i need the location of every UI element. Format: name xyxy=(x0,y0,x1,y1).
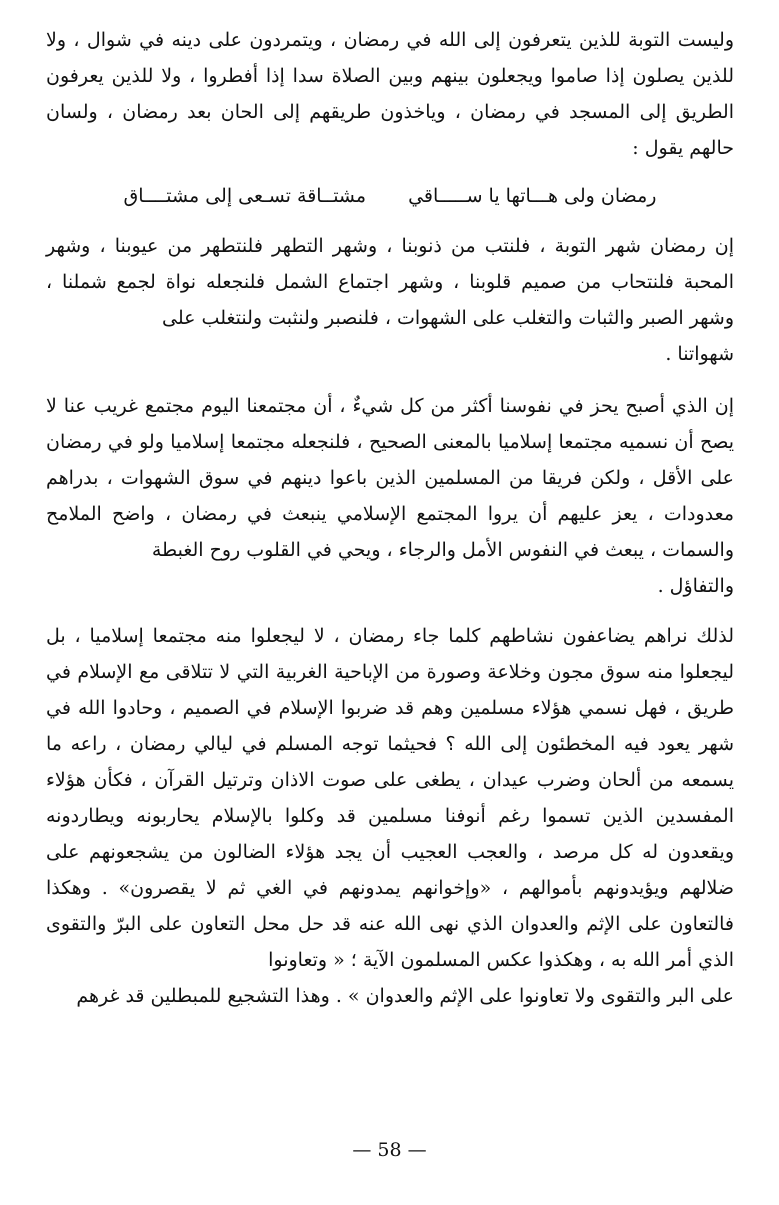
paragraph-3 xyxy=(46,388,734,604)
page-number: — 58 — xyxy=(352,1139,427,1161)
verse-second-hemistich: مشتــاقة تسـعى إلى مشتــــاق xyxy=(123,185,367,207)
paragraph-2-last-line: شهواتنا . xyxy=(665,343,734,365)
paragraph-4-last-line: على البر والتقوى ولا تعاونوا على الإثم والعدوان » . وهذا التشجيع للمبطلين قد غرهم xyxy=(76,985,734,1007)
paragraph-3-body: إن الذي أصبح يحز في نفوسنا أكثر من كل شيءٌ ، أن مجتمعنا اليوم مجتمع غريب عنا لا يصح أن نسميه مجتمعا إسلاميا بالمعنى الصحيح ، فلنجعله مجتمعا إسلاميا ولو في رمضان على الأقل ، ولكن فريقا من المسلمين الذين باعوا دينهم في سوق الشهوات ، بدراهم معدودات ، يعز عليهم أن يروا المجتمع الإسلامي ينبعث في رمضان ، واضح الملامح والسمات ، يبعث في النفوس الأمل والرجاء ، ويحي في القلوب روح الغبطة xyxy=(46,395,735,561)
paragraph-2-body: إن رمضان شهر التوبة ، فلنتب من ذنوبنا ، وشهر التطهر فلنتطهر من عيوبنا ، وشهر المحبة فلنتحاب من صميم قلوبنا ، وشهر اجتماع الشمل فلنجعله نواة لجمع شملنا ، وشهر الصبر والثبات والتغلب على الشهوات ، فلنصبر ولنثبت ولنتغلب على xyxy=(46,235,734,329)
paragraph-1: وليست التوبة للذين يتعرفون إلى الله في رمضان ، ويتمردون على دينه في شوال ، ولا للذين يصلون إذا صاموا ويجعلون بينهم وبين الصلاة سدا إذا أفطروا ، ولا للذين يعرفون الطريق إلى المسجد في رمضان ، وياخذون طريقهم إلى الحان بعد رمضان ، ولسان حالهم يقول : xyxy=(46,29,734,159)
paragraph-4 xyxy=(46,618,734,1014)
paragraph-2 xyxy=(46,228,734,372)
paragraph-4-body: لذلك نراهم يضاعفون نشاطهم كلما جاء رمضان ، لا ليجعلوا منه مجتمعا إسلاميا ، بل ليجعلوا منه سوق مجون وخلاعة وصورة من الإباحية الغربية التي لا تتلاقى مع الإسلام في طريق ، فهل نسمي هؤلاء مسلمين وهم قد ضربوا الإسلام في الصميم ، وحادوا الله في شهر يعود فيه المخطئون إلى الله ؟ فحيثما توجه المسلم في ليالي رمضان ، راعه ما يسمعه من ألحان وضرب عيدان ، يطغى على صوت الاذان وترتيل القرآن ، فكأن هؤلاء المفسدين الذين تسموا رغم أنوفنا مسلمين قد وكلوا بالإسلام يحاربونه ويطاردونه ويقعدون له كل مرصد ، والعجب العجيب أن يجد هؤلاء الضالون من يشجعونهم على ضلالهم ويؤيدونهم بأموالهم ، «وإخوانهم يمدونهم في الغي ثم لا يقصرون» . وهكذا فالتعاون على الإثم والعدوان الذي نهى الله عنه قد حل محل التعاون على البرّ والتقوى الذي أمر الله به ، وهكذوا عكس المسلمون الآية ؛ « وتعاونوا xyxy=(46,625,734,971)
poetry-verse xyxy=(46,178,734,214)
paragraph-3-last-line: والتفاؤل . xyxy=(657,575,734,597)
page-body xyxy=(46,22,734,1014)
verse-first-hemistich: رمضان ولى هـــاتها يا ســـــاقي xyxy=(408,185,657,207)
